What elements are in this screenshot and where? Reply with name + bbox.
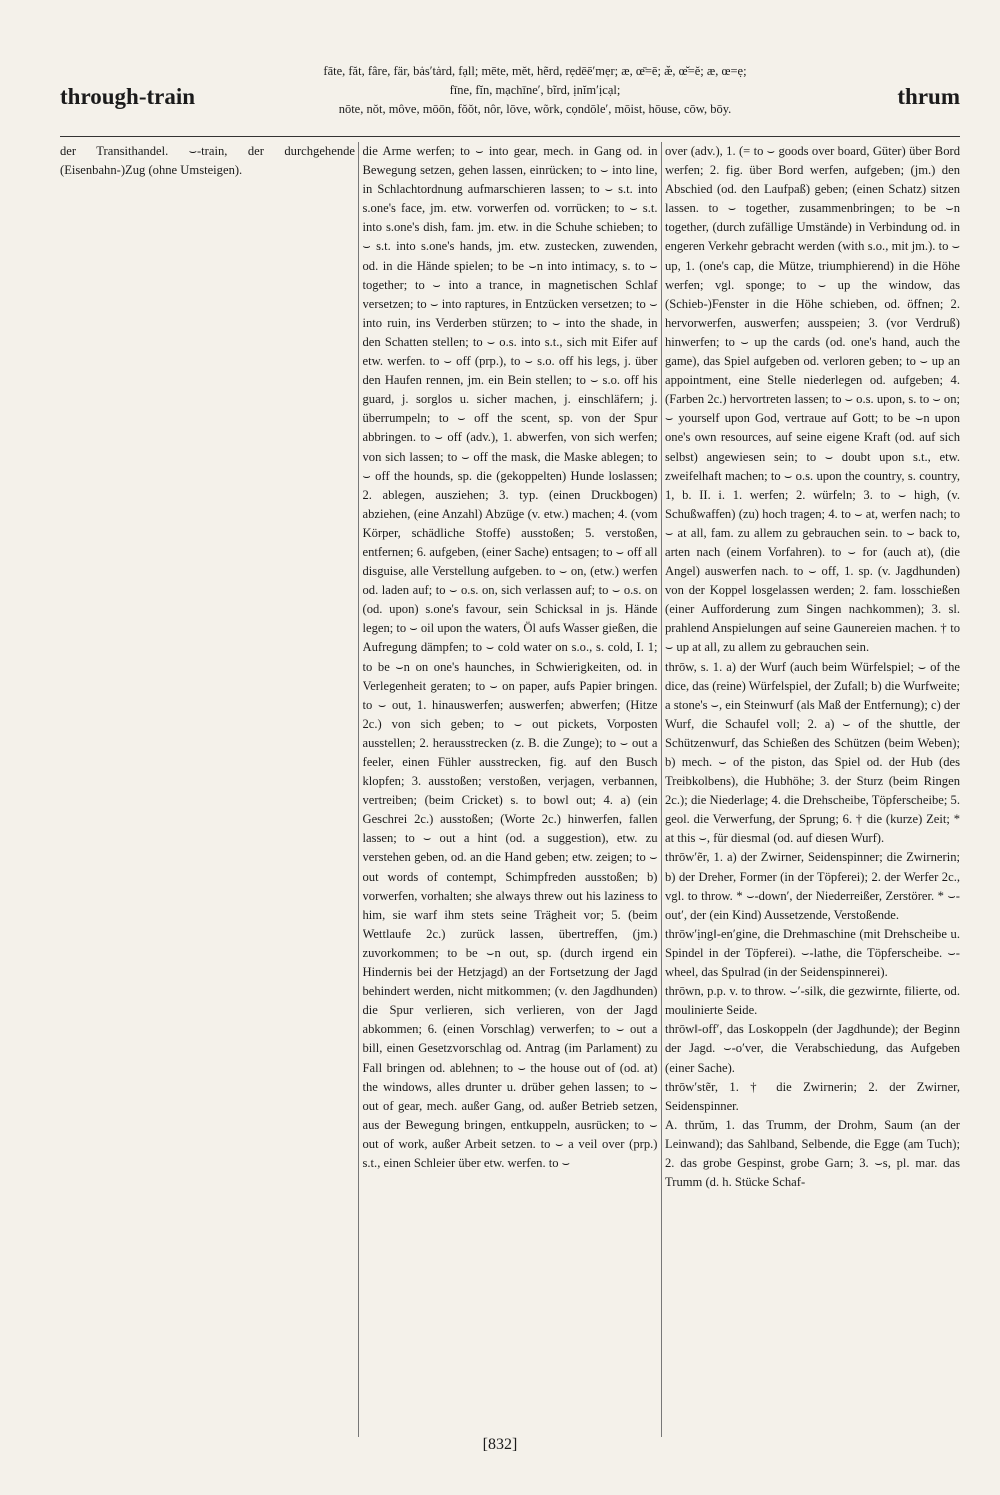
pronunciation-line: fīne, fĭn, mạchīne′, bĩrd, ịnĭm′ịcạl; (449, 83, 621, 97)
column-3 (665, 142, 960, 1437)
entry: thrōw′ẽr, 1. a) der Zwirner, Seidenspinner; die Zwirnerin; b) der Dreher, Former (in der Töpferei); 2. der Werfer 2c., vgl. to throw. * ⌣-down′, der Niederreißer, Zerstörer. * ⌣-out′, der (ein Kind) Aussetzende, Verstoßende. (665, 850, 960, 922)
entry: thrōwn, p.p. v. to throw. ⌣′-silk, die gezwirnte, filierte, od. moulinierte Seide. (665, 984, 960, 1018)
page-header (60, 62, 960, 132)
entry: thrōw′ịng‖-en′gine, die Drehmaschine (mit Drehscheibe u. Spindel in der Töpferei). ⌣-lathe, die Töpferscheibe. ⌣-wheel, das Spulrad (in der Seidenspinnerei). (665, 926, 960, 980)
guide-word-left: through-train (60, 84, 196, 109)
header-rule (60, 136, 960, 137)
column-2 (363, 142, 658, 1437)
column-1 (60, 142, 355, 1437)
entry: thrōw, s. 1. a) der Wurf (auch beim Würfelspiel; ⌣ of the dice, das (reine) Würfelspiel, der Zufall; b) die Wurfweite; a stone's ⌣, ein Steinwurf (als Maß der Entfernung); c) der Wurf, die Schaufel voll; 2. a) ⌣ of the shuttle, der Schützenwurf, das Schießen des Schützen (beim Weben); b) mech. ⌣ of the piston, das Spiel od. der Hub (des Treibkolbens), die Hubhöhe; 3. der Sturz (beim Ringen 2c.); die Niederlage; 4. die Drehscheibe, Töpferscheibe; 5. geol. die Verwerfung, der Sprung; 6. † die (kurze) Zeit; * at this ⌣, für diesmal (od. auf diesen Wurf). (665, 659, 960, 846)
column-divider (661, 142, 662, 1437)
entry: over (adv.), 1. (= to ⌣ goods over board, Güter) über Bord werfen; 2. fig. über Bord werfen, aufgeben; (jm.) den Abschied (od. den Laufpaß) geben; (einen Schatz) sitzen lassen. to ⌣ together, zusammenbringen; to be ⌣n together, (durch zufällige Umstände) in Verbindung od. in engeren Verkehr gebracht werden (with s.o., mit jm.). to ⌣ up, 1. (one's cap, die Mütze, triumphierend) in die Höhe werfen; vgl. sponge; to ⌣ up the window, das (Schieb-)Fenster in die Höhe schieben, od. öffnen; 2. hervorwerfen, auswerfen; ausspeien; 3. (vor Verdruß) hinwerfen; to ⌣ up the cards (od. one's hand, auch the game), das Spiel aufgeben od. verloren geben; to ⌣ up an appointment, eine Stelle niederlegen od. aufgeben; 4. (Farben 2c.) hervortreten lassen; to ⌣ o.s. upon, s. to ⌣ on; ⌣ yourself upon God, vertraue auf Gott; to be ⌣n upon one's own resources, auf seine eigene Kraft (od. auf sich selbst) angewiesen sein; to ⌣ doubt upon s.t., etw. zweifelhaft machen; to ⌣ o.s. upon the country, s. country, 1, b. II. i. 1. werfen; 2. würfeln; 3. to ⌣ high, (v. Schußwaffen) (zu) hoch tragen; 4. to ⌣ at, werfen nach; to ⌣ at all, fam. zu allem zu gebrauchen sein. to ⌣ back to, arten nach (einem Vorfahren). to ⌣ for (auch at), (die Angel) auswerfen nach. to ⌣ off, 1. sp. (v. Jagdhunden) von der Koppel losgelassen werden; 2. fam. losschießen (einer Aufforderung zum Singen nachkommen); 3. sl. prahlend Anspielungen auf seine Gaunereien machen. † to ⌣ up at all, zu allem zu gebrauchen sein. (665, 144, 960, 655)
entry: thrōw′stẽr, 1. † die Zwirnerin; 2. der Zwirner, Seidenspinner. (665, 1079, 960, 1113)
entry: A. thrŭm, 1. das Trumm, der Drohm, Saum (an der Leinwand); das Sahlband, Selbende, die Egge (am Tuch); 2. das grobe Gespinst, grobe Garn; 3. ⌣s, pl. mar. das Trumm (d. h. Stücke Schaf- (665, 1117, 960, 1190)
column-divider (358, 142, 359, 1437)
guide-word-right: thrum (897, 84, 960, 109)
pronunciation-key (240, 62, 830, 119)
page-number: [832] (482, 1436, 518, 1453)
entry: der Transithandel. ⌣-train, der durchgehende (Eisenbahn-)Zug (ohne Umsteigen). (60, 144, 355, 178)
entry: die Arme werfen; to ⌣ into gear, mech. in Gang od. in Bewegung setzen, gehen lassen, einrücken; to ⌣ into line, in Schlachtordnung aufmarschieren lassen; to ⌣ s.t. into s.one's face, jm. etw. vorwerfen od. vorrücken; to ⌣ s.t. into s.one's dish, fam. jm. etw. in die Schuhe schieben; to ⌣ s.t. into s.one's hands, jm. etw. zustecken, zuwenden, od. in die Hände spielen; to be ⌣n into intimacy, s. to ⌣ together; to ⌣ into a trance, in magnetischen Schlaf versetzen; to ⌣ into raptures, in Entzücken versetzen; to ⌣ into ruin, ins Verderben stürzen; to ⌣ into the shade, in den Schatten stellen; to ⌣ o.s. into s.t., sich mit Eifer auf etw. werfen. to ⌣ off (prp.), to ⌣ s.o. off his legs, j. über den Haufen rennen, jm. ein Bein stellen; to ⌣ s.o. off his guard, j. sorglos u. sicher machen, j. einschläfern; j. überrumpeln; to ⌣ off the scent, sp. von der Spur abbringen. to ⌣ off (adv.), 1. abwerfen, von sich werfen; von sich lassen; to ⌣ off the mask, die Maske ablegen; to ⌣ off the hounds, sp. die (gekoppelten) Hunde loslassen; 2. ablegen, ausziehen; 3. typ. (einen Druckbogen) abziehen, (eine Anzahl) Abzüge (v. etw.) machen; 4. (vom Körper, schädliche Stoffe) ausstoßen; 5. verstoßen, entfernen; 6. aufgeben, (einer Sache) entsagen; to ⌣ off all disguise, alle Verstellung aufgeben. to ⌣ on, (etw.) werfen od. laden auf; to ⌣ o.s. on, sich verlassen auf; to ⌣ o.s. on (od. upon) s.one's favour, sein Schicksal in js. Hände legen; to ⌣ oil upon the waters, Öl aufs Wasser gießen, die Aufregung dämpfen; to ⌣ cold water on s.o., s. cold, I. 1; to be ⌣n on one's haunches, in Schwierigkeiten, od. in Verlegenheit geraten; to ⌣ on paper, aufs Papier bringen. to ⌣ out, 1. hinauswerfen; auswerfen; abwerfen; (Hitze 2c.) von sich geben; to ⌣ out pickets, Vorposten ausstellen; 2. herausstrecken (z. B. die Zunge); to ⌣ out a feeler, einen Fühler ausstrecken, fig. auf den Busch klopfen; 3. ausstoßen; verstoßen, verjagen, verbannen, vertreiben; (beim Cricket) s. to bowl out; 4. a) (ein Geschrei 2c.) ausstoßen; (Worte 2c.) hinwerfen, fallen lassen; to ⌣ out a hint (od. a suggestion), etw. zu verstehen geben, od. an die Hand geben; etw. zeigen; to ⌣ out words of contempt, Schimpfreden ausstoßen; b) vorwerfen, vorhalten; she always threw out his laziness to him, sie warf ihm stets seine Trägheit vor; 5. (beim Wettlaufe 2c.) zurück lassen, übertreffen, (jm.) zuvorkommen; to be ⌣n out, sp. (durch irgend ein Hindernis bei der Hetzjagd) an der Fortsetzung der Jagd behindert werden, nicht mitkommen; (v. den Jagdhunden) die Spur verlieren, sich verlieren, von der Jagd abkommen; 6. (einen Vorschlag) verwerfen; to ⌣ out a bill, einen Gesetzvorschlag od. Antrag (im Parlament) zu Fall bringen od. ablehnen; to ⌣ the house out of (od. at) the windows, alles drunter u. drüber gehen lassen; to ⌣ out of gear, mech. außer Gang, od. außer Betrieb setzen, aus der Bewegung bringen, entkuppeln, ausrücken; to ⌣ out of work, außer Arbeit setzen. to ⌣ a veil over (prp.) s.t., einen Schleier über etw. werfen. to ⌣ (362, 144, 658, 1170)
pronunciation-line: fāte, făt, fâre, fär, bȧs′tȧrd, fạll; mēte, mĕt, hẽrd, rẹdēē′mẹr; æ, œ̄=ē; æ̆, œ̆=ĕ; æ, œ=ẹ; (323, 64, 747, 78)
entry-columns (60, 142, 960, 1437)
entry: thrōw‖-off′, das Loskoppeln (der Jagdhunde); der Beginn der Jagd. ⌣-o′ver, die Verabschiedung, das Aufgeben (einer Sache). (665, 1022, 960, 1075)
pronunciation-line: nōte, nŏt, môve, mōōn, fŏŏt, nôr, lōve, wõrk, cọndōle′, mōist, hōuse, cōw, bōy. (338, 102, 732, 116)
